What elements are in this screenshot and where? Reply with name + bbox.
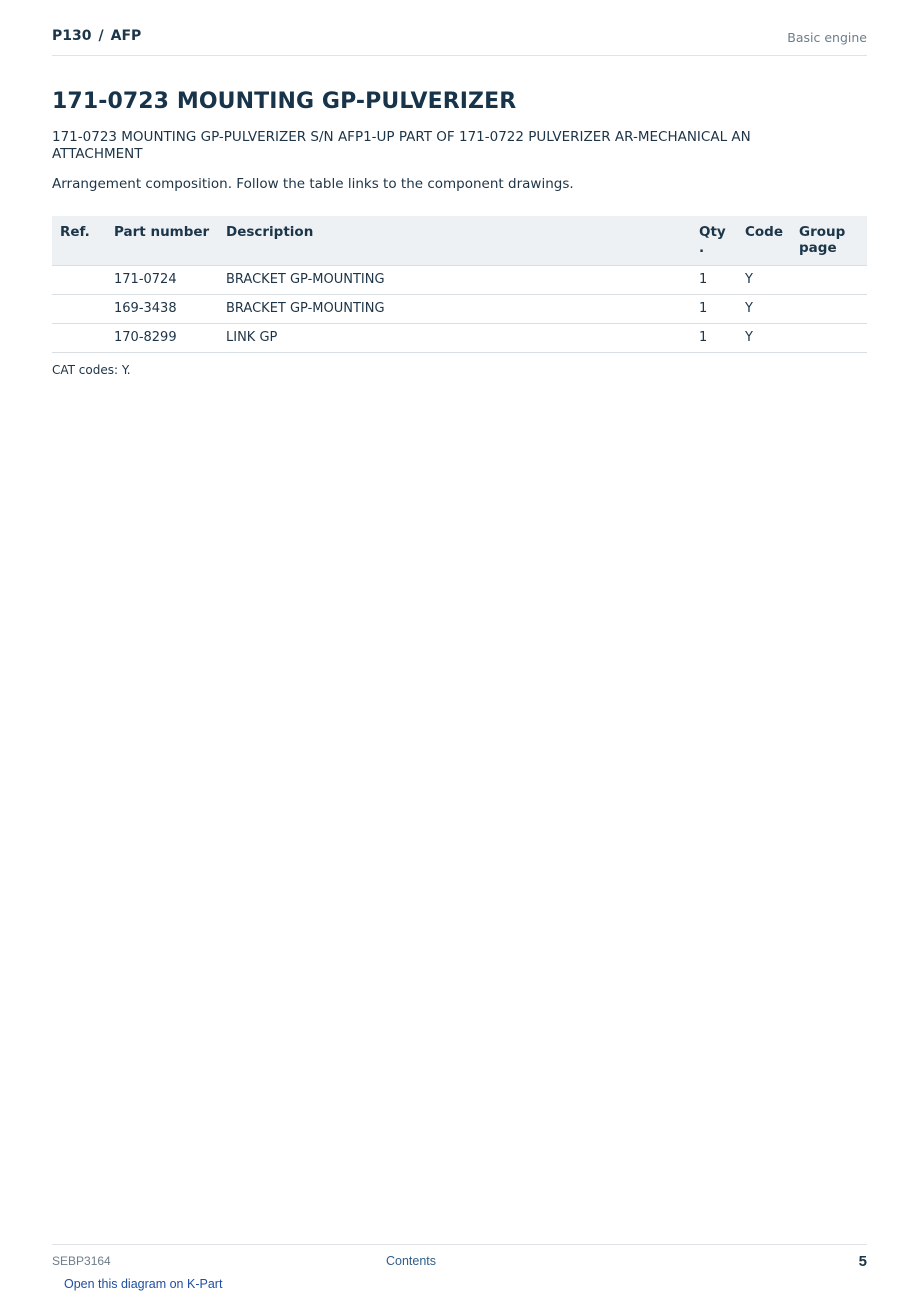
page-footer bbox=[52, 1244, 867, 1273]
cell-qty: 1 bbox=[691, 324, 737, 353]
breadcrumb-separator: / bbox=[98, 28, 104, 44]
page-header bbox=[52, 28, 867, 56]
table-row[interactable] bbox=[52, 266, 867, 295]
cell-description: LINK GP bbox=[218, 324, 691, 353]
column-header-qty bbox=[691, 216, 737, 266]
cat-codes-note: CAT codes: Y. bbox=[52, 363, 131, 377]
cell-part-number[interactable]: 169-3438 bbox=[106, 295, 218, 324]
open-kpart-link[interactable]: Open this diagram on K-Part bbox=[64, 1277, 223, 1291]
cell-group-page bbox=[791, 295, 867, 324]
cell-group-page bbox=[791, 266, 867, 295]
document-id: SEBP3164 bbox=[52, 1254, 111, 1268]
cell-part-number[interactable]: 170-8299 bbox=[106, 324, 218, 353]
cell-code: Y bbox=[737, 266, 791, 295]
column-header-group-page: Group page bbox=[791, 216, 867, 266]
cell-group-page bbox=[791, 324, 867, 353]
table-row[interactable] bbox=[52, 295, 867, 324]
column-header-code: Code bbox=[737, 216, 791, 266]
cell-ref bbox=[52, 295, 106, 324]
cell-description: BRACKET GP-MOUNTING bbox=[218, 295, 691, 324]
table-row[interactable] bbox=[52, 324, 867, 353]
cell-ref bbox=[52, 266, 106, 295]
cell-description: BRACKET GP-MOUNTING bbox=[218, 266, 691, 295]
section-name: Basic engine bbox=[787, 30, 867, 45]
table-header-row bbox=[52, 216, 867, 266]
cell-ref bbox=[52, 324, 106, 353]
breadcrumb-prefix: AFP bbox=[110, 28, 142, 44]
cell-qty: 1 bbox=[691, 266, 737, 295]
intro-text: Arrangement composition. Follow the table links to the component drawings. bbox=[52, 176, 574, 192]
breadcrumb bbox=[52, 28, 141, 44]
column-header-ref: Ref. bbox=[52, 216, 106, 266]
cell-qty: 1 bbox=[691, 295, 737, 324]
parts-table bbox=[52, 216, 867, 353]
column-header-description: Description bbox=[218, 216, 691, 266]
contents-link[interactable]: Contents bbox=[386, 1254, 437, 1268]
page-number: 5 bbox=[858, 1253, 867, 1270]
breadcrumb-model: P130 bbox=[52, 28, 92, 44]
cell-code: Y bbox=[737, 295, 791, 324]
page-title: 171-0723 MOUNTING GP-PULVERIZER bbox=[52, 89, 517, 114]
cell-part-number[interactable]: 171-0724 bbox=[106, 266, 218, 295]
column-header-part-number: Part number bbox=[106, 216, 218, 266]
column-header-qty-label: Qty . bbox=[699, 224, 726, 256]
cell-code: Y bbox=[737, 324, 791, 353]
page-subtitle: 171-0723 MOUNTING GP-PULVERIZER S/N AFP1-UP PART OF 171-0722 PULVERIZER AR-MECHANICAL AN ATTACHMENT bbox=[52, 129, 751, 162]
